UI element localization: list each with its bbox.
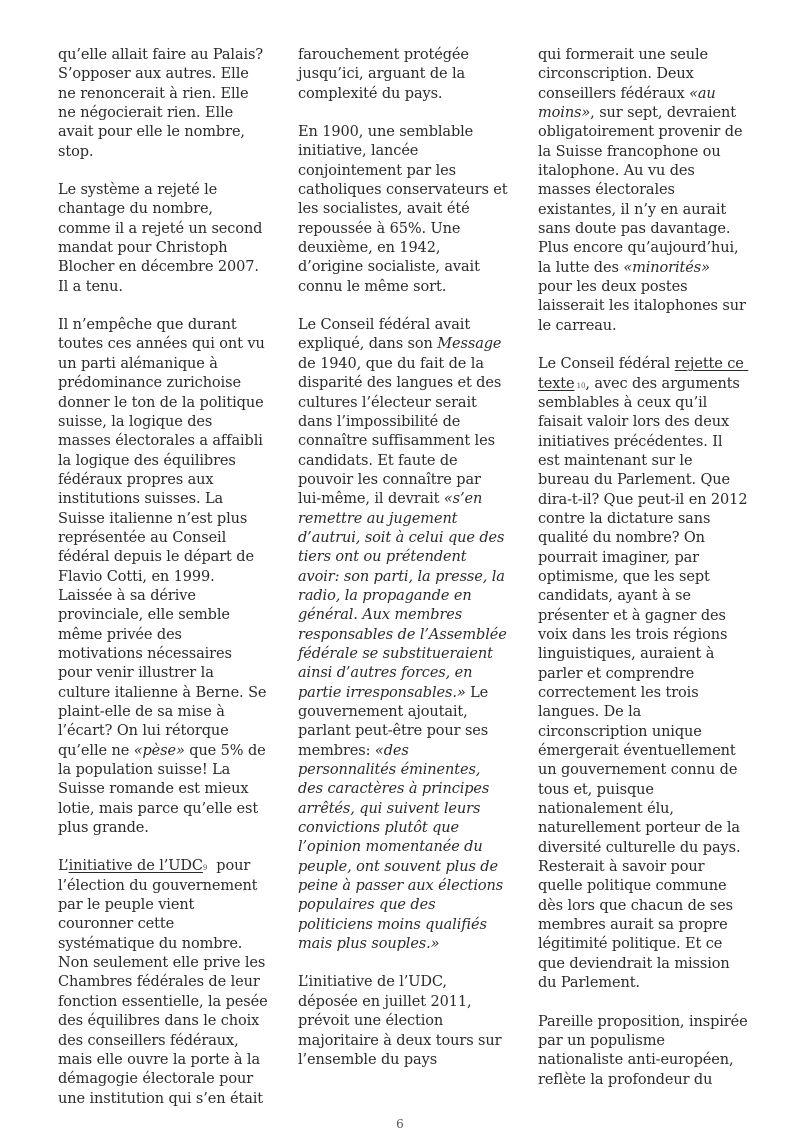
footnote-marker: 10 (574, 381, 586, 390)
paragraph (538, 46, 751, 336)
footnote-link[interactable]: initiative de l’UDC (68, 858, 203, 875)
text-column-2 (298, 46, 513, 1089)
text-run: L’ (58, 858, 69, 875)
text-column-1 (58, 46, 273, 1128)
footnote-link[interactable]: rejette ce texte (538, 356, 749, 392)
text-run: farouchement protégée jusqu’ici, arguant de la complexité du pays. (298, 47, 474, 102)
text-run: de 1940, que du fait de la disparité des langues et des cultures l’électeur serait dans l’impossibilité de connaître suffisamment les candidats. Et faute de pouvoir les connaître par lui-même, il devrait (298, 336, 506, 508)
paragraph (538, 1013, 753, 1090)
page-number: 6 (396, 1117, 404, 1131)
text-run: qu’elle allait faire au Palais? S’opposer aux autres. Elle ne renoncerait à rien. Elle ne négocierait rien. Elle avait pour elle le nombre, stop. (58, 47, 268, 160)
paragraph (538, 355, 752, 993)
text-run: , sur sept, devraient obligatoirement provenir de la Suisse francophone ou italophone. Au vu des masses électorales existantes, il n’y en aurait sans doute pas davantage. Plus encore qu’aujourd’hui, la lutte des (538, 105, 747, 276)
italic-text: «minorités» (623, 259, 710, 276)
paragraph (298, 973, 508, 1070)
text-run: , avec des arguments semblables à ceux qu’il faisait valoir lors des deux initiatives précédentes. Il est maintenant sur le bureau du Parlement. Que dira-t-il? Que peut-il en 2012 contre la dictature sans qualité du nombre? On pourrait imaginer, par optimisme, que les sept candidats, ayant à se présenter et à gagner des voix dans les trois régions linguistiques, auraient à parler et comprendre correctement les trois langues. De la circonscription unique émergerait éventuellement un gouvernement connu de tous et, puisque nationalement élu, naturellement porteur de la diversité culturelle du pays. Resterait à savoir pour quelle politique commune dès lors que chacun de ses membres aurait sa propre légitimité politique. Et ce que deviendrait la mission du Parlement. (538, 375, 752, 992)
text-run: En 1900, une semblable initiative, lancée conjointement par les catholiques conservateurs et les socialistes, avait été repoussée à 65%. Une deuxième, en 1942, d’origine socialiste, avait connu le même sort. (298, 124, 513, 295)
text-run: Il n’empêche que durant toutes ces années qui ont vu un parti alémanique à prédominance zurichoise donner le ton de la politique suisse, la logique des masses électorales a affaibli la logique des équilibres fédéraux propres aux institutions suisses. La Suisse italienne n’est plus représentée au Conseil fédéral depuis le départ de Flavio Cotti, en 1999. Laissée à sa dérive provinciale, elle semble même privée des motivations nécessaires pour venir illustrer la culture italienne à Berne. Se plaint-elle de sa mise à l’écart? On lui rétorque qu’elle ne (58, 317, 271, 759)
text-run: Le gouvernement ajoutait, parlant peut-être pour ses membres: (298, 684, 493, 759)
text-run: Le Conseil fédéral (538, 356, 675, 373)
paragraph (298, 46, 508, 104)
text-run: Le Conseil fédéral avait expliqué, dans son (298, 317, 475, 353)
paragraph (298, 316, 508, 954)
italic-text: «des personnalités éminentes, des caractères à principes arrêtés, qui suivent leurs convictions plutôt que l’opinion momentanée du peuple, ont souvent plus de peine à passer aux élections populaires que des politiciens moins qualifiés mais plus souples.» (298, 742, 504, 953)
paragraph (58, 181, 268, 297)
italic-text: «pèse» (133, 742, 185, 759)
text-run: qui formerait une seule circonscription. Deux conseillers fédéraux (538, 47, 713, 102)
italic-text: Message (437, 336, 502, 353)
paragraph (58, 46, 268, 162)
text-run: que 5% de la population suisse! La Suisse romande est mieux lotie, mais parce qu’elle est plus grande. (58, 742, 271, 837)
text-run: Le système a rejeté le chantage du nombre, comme il a rejeté un second mandat pour Christoph Blocher en décembre 2007. Il a tenu. (58, 182, 267, 295)
text-run: Pareille proposition, inspirée par un populisme nationaliste anti-européen, reflète la profondeur du (538, 1013, 753, 1088)
paragraph (58, 857, 273, 1108)
paragraph (298, 123, 513, 297)
text-run: pour les deux postes laisserait les italophones sur le carreau. (538, 259, 751, 334)
italic-text: «au moins» (538, 85, 716, 122)
text-column-3 (538, 46, 753, 1109)
footnote-marker: 9 (202, 864, 208, 873)
paragraph (58, 316, 271, 838)
italic-text: «s’en remettre au jugement d’autrui, soit à celui que des tiers ont ou prétendent avoir: son parti, la presse, la radio, la propagande en général. Aux membres responsables de l’Assemblée fédérale se substitueraient ainsi d’autres forces, en partie irresponsables.» (298, 491, 507, 701)
text-run: L’initiative de l’UDC, déposée en juillet 2011, prévoit une élection majoritaire à deux tours sur l’ensemble du pays (298, 974, 506, 1068)
text-run: pour l’élection du gouvernement par le peuple vient couronner cette systématique du nombre. Non seulement elle prive les Chambres fédérales de leur fonction essentielle, la pesée des équilibres dans le choix des conseillers fédéraux, mais elle ouvre la porte à la démagogie électorale pour une institution qui s’en était (58, 858, 273, 1107)
